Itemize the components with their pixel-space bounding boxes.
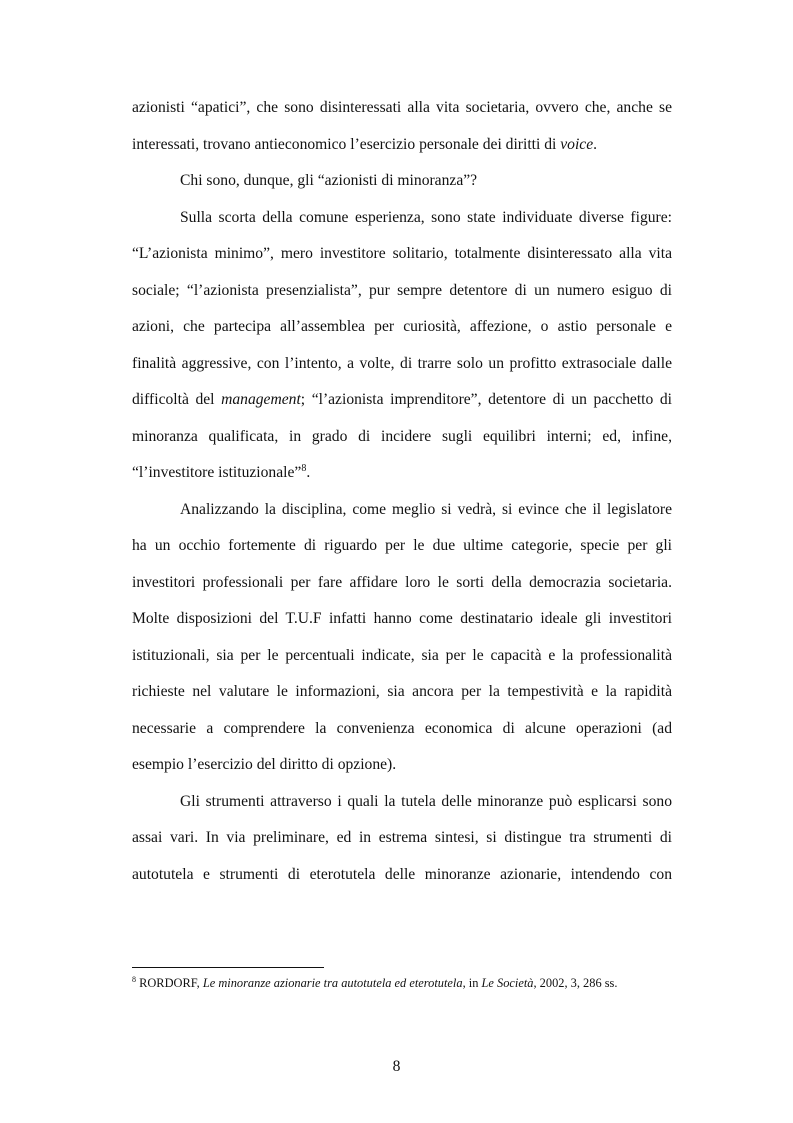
footnote-separator: [132, 967, 324, 968]
text-line: Gli strumenti attraverso i quali la tutela delle minoranze può esplicarsi sono: [180, 793, 672, 810]
text-line: azioni, che partecipa all’assemblea per curiosità, affezione, o astio personale e: [132, 318, 672, 335]
footnote-number: 8: [132, 974, 136, 984]
text-line: finalità aggressive, con l’intento, a volte, di trarre solo un profitto extrasociale dalle: [132, 355, 672, 372]
text-line: Molte disposizioni del T.U.F infatti hanno come destinatario ideale gli investitori: [132, 610, 672, 627]
text-line: Sulla scorta della comune esperienza, sono state individuate diverse figure:: [180, 209, 672, 226]
text-line: minoranza qualificata, in grado di incidere sugli equilibri interni; ed, infine,: [132, 428, 672, 445]
text-line: “l’investitore istituzionale”$^8$.: [132, 462, 311, 481]
text-line: Chi sono, dunque, gli “azionisti di minoranza”?: [180, 172, 478, 189]
italic-term-voice: voice: [560, 136, 594, 153]
italic-term-management: management: [221, 391, 301, 408]
text-line: istituzionali, sia per le percentuali indicate, sia per le capacità e la professionalità: [132, 647, 672, 664]
text-line: assai vari. In via preliminare, ed in estrema sintesi, si distingue tra strumenti di: [132, 829, 672, 846]
text-line: ha un occhio fortemente di riguardo per le due ultime categorie, specie per gli: [132, 537, 672, 554]
text-line: difficoltà del management; “l’azionista imprenditore”, detentore di un pacchetto di: [132, 391, 673, 408]
footnote-journal: Le Società: [481, 976, 534, 990]
footnote-title: Le minoranze azionarie tra autotutela ed eterotutela: [202, 976, 463, 990]
text-line: autotutela e strumenti di eterotutela delle minoranze azionarie, intendendo con: [132, 866, 672, 883]
page-number: 8: [392, 1058, 401, 1075]
text-line: azionisti “apatici”, che sono disinteressati alla vita societaria, ovvero che, anche se: [132, 99, 672, 116]
footnote: $^8$ RORDORF, Le minoranze azionarie tra autotutela ed eterotutela, in Le Società, 2002, 3, 286 ss.: [132, 974, 618, 990]
text-line: necessarie a comprendere la convenienza economica di alcune operazioni (ad: [132, 720, 672, 737]
text-line: investitori professionali per fare affidare loro le sorti della democrazia societaria.: [132, 574, 672, 591]
text-line: “L’azionista minimo”, mero investitore solitario, totalmente disinteressato alla vita: [132, 245, 672, 262]
text-line: sociale; “l’azionista presenzialista”, pur sempre detentore di un numero esiguo di: [132, 282, 672, 299]
footnote-ref: 8: [301, 462, 307, 474]
text-line: richieste nel valutare le informazioni, sia ancora per la tempestività e la rapidità: [132, 683, 672, 700]
text-line: esempio l’esercizio del diritto di opzione).: [132, 756, 397, 773]
text-line: Analizzando la disciplina, come meglio si vedrà, si evince che il legislatore: [180, 501, 672, 518]
text-line: interessati, trovano antieconomico l’esercizio personale dei diritti di voice.: [132, 136, 598, 153]
